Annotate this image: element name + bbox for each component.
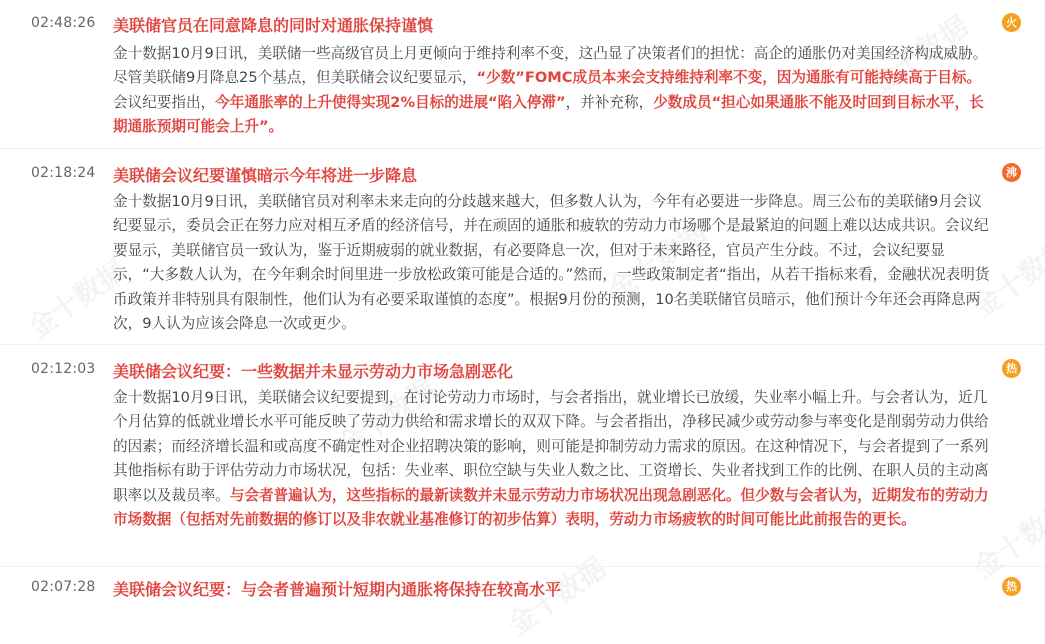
body-text: 金十数据10月9日讯，美联储官员对利率未来走向的分歧越来越大，但多数人认为，今年有必要进一步降息。周三公布的美联储9月会议纪要显示，委员会正在努力应对相互矛盾的经济信号，并在顽固的通胀和疲软的劳动力市场哪个是最紧迫的问题上难以达成共识。会议纪要显示，美联储官员一致认为，鉴于近期疲弱的就业数据，有必要降息一次，但对于未来路径，官员产生分歧。不过，会议纪要显示，“大多数人认为，在今年剩余时间里进一步放松政策可能是合适的。”然而，一些政策制定者“指出，从若干指标来看，金融状况表明货币政策并非特别具有限制性，他们认为有必要采取谨慎的态度”。根据9月份的预测，10名美联储官员暗示，他们预计今年还会再降息两次，9人认为应该会降息一次或更少。: [113, 193, 990, 333]
news-title[interactable]: 美联储会议纪要：与会者普遍预计短期内通胀将保持在较高水平: [113, 580, 562, 599]
highlight-text: 与会者普遍认为，这些指标的最新读数并未显示劳动力市场状况出现急剧恶化。但少数与会者认为，近期发布的劳动力市场数据（包括对先前数据的修订以及非农就业基准修订的初步估算）表明，劳动力市场疲软的时间可能比此前报告的更长。: [113, 486, 989, 529]
news-body: [113, 42, 995, 140]
highlight-text: 今年通胀率的上升使得实现2%目标的进展“陷入停滞”: [215, 93, 566, 111]
news-title[interactable]: 美联储会议纪要谨慎暗示今年将进一步降息: [113, 166, 418, 185]
body-text: 会议纪要指出，: [113, 93, 216, 111]
news-title[interactable]: 美联储官员在同意降息的同时对通胀保持谨慎: [113, 16, 434, 35]
news-time: 02:07:28: [31, 579, 96, 595]
highlight-text: 少数成员“担心如果通胀不能及时回到目标水平，长期通胀预期可能会上升”。: [113, 93, 984, 136]
news-body: [113, 386, 995, 532]
body-text: 金十数据10月9日讯，美联储会议纪要提到，在讨论劳动力市场时，与会者指出，就业增长已放缓，失业率小幅上升。与会者认为，近几个月估算的低就业增长水平可能反映了劳动力供给和需求增长的双双下降。与会者指出，净移民减少或劳动参与率变化是削弱劳动力供给的因素；而经济增长温和或高度不确定性对企业招聘决策的影响，则可能是抑制劳动力需求的原因。在这种情况下，与会者提到了一系列其他指标有助于评估劳动力市场状况，包括：失业率、职位空缺与失业人数之比、工资增长、失业者找到工作的比例、在职人员的主动离职率以及裁员率。: [113, 389, 989, 504]
news-body: [113, 190, 995, 336]
highlight-text: “少数”FOMC成员本来会支持维持利率不变，因为通胀有可能持续高于目标。: [476, 69, 982, 87]
hot-badge-icon: 火: [1002, 13, 1021, 32]
news-time: 02:12:03: [31, 361, 96, 377]
body-text: ，并补充称，: [565, 93, 654, 111]
news-time: 02:18:24: [31, 165, 96, 181]
boil-badge-icon: 沸: [1002, 163, 1021, 182]
divider: [0, 344, 1045, 345]
hot-badge-icon: 热: [1002, 577, 1021, 596]
divider: [0, 566, 1045, 567]
news-title[interactable]: 美联储会议纪要：一些数据并未显示劳动力市场急剧恶化: [113, 362, 514, 381]
news-time: 02:48:26: [31, 15, 96, 31]
body-text: 金十数据10月9日讯，美联储一些高级官员上月更倾向于维持利率不变，这凸显了决策者们的担忧：高企的通胀仍对美国经济构成威胁。尽管美联储9月降息25个基点，但美联储会议纪要显示，: [113, 45, 988, 87]
hot-badge-icon: 热: [1002, 359, 1021, 378]
divider: [0, 148, 1045, 149]
